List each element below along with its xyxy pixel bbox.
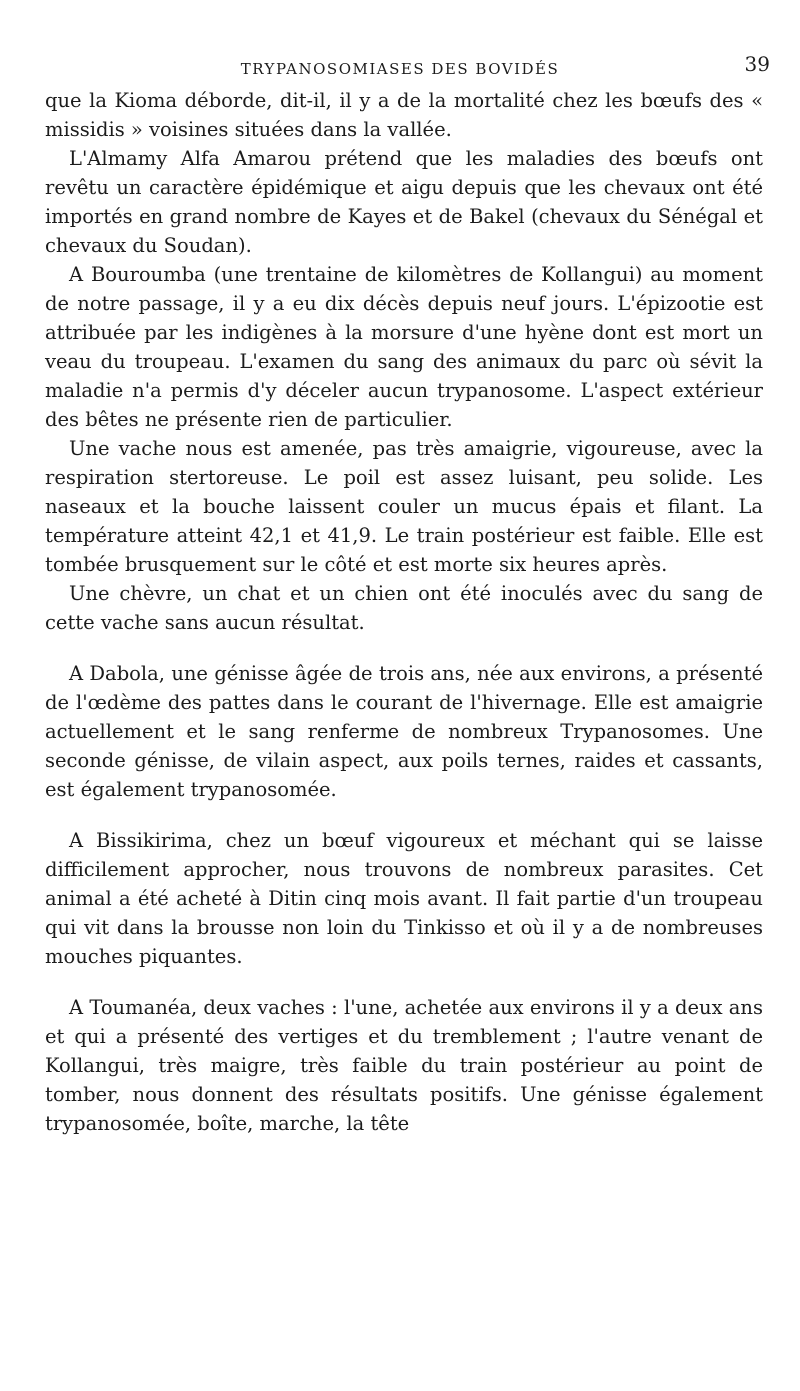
paragraph-kioma: que la Kioma déborde, dit-il, il y a de la mortalité chez les bœufs des « missidis » voisines situées dans la vallée. [45,89,763,141]
body-text [45,86,763,1138]
paragraph-almamy: L'Almamy Alfa Amarou prétend que les maladies des bœufs ont revêtu un caractère épidémique et aigu depuis que les chevaux ont été importés en grand nombre de Kayes et de Bakel (chevaux du Sénégal et chevaux du Soudan). [45,147,763,257]
paragraph-bissikirima: A Bissikirima, chez un bœuf vigoureux et méchant qui se laisse difficilement approcher, nous trouvons de nombreux parasites. Cet animal a été acheté à Ditin cinq mois avant. Il fait partie d'un troupeau qui vit dans la brousse non loin du Tinkisso et où il y a de nombreuses mouches piquantes. [45,829,763,968]
paragraph-vache: Une vache nous est amenée, pas très amaigrie, vigoureuse, avec la respiration stertoreuse. Le poil est assez luisant, peu solide. Les naseaux et la bouche laissent couler un mucus épais et filant. La température atteint 42,1 et 41,9. Le train postérieur est faible. Elle est tombée brusquement sur le côté et est morte six heures après. [45,437,763,576]
paragraph-bouroumba: A Bouroumba (une trentaine de kilomètres de Kollangui) au moment de notre passage, il y a eu dix décès depuis neuf jours. L'épizootie est attribuée par les indigènes à la morsure d'une hyène dont est mort un veau du troupeau. L'examen du sang des animaux du parc où sévit la maladie n'a permis d'y déceler aucun trypanosome. L'aspect extérieur des bêtes ne présente rien de particulier. [45,263,763,431]
paragraph-toumanea: A Toumanéa, deux vaches : l'une, achetée aux environs il y a deux ans et qui a présenté des vertiges et du tremblement ; l'autre venant de Kollangui, très maigre, très faible du train postérieur au point de tomber, nous donnent des résultats positifs. Une génisse également trypanosomée, boîte, marche, la tête [45,996,763,1135]
page-number: 39 [744,52,770,76]
paragraph-dabola: A Dabola, une génisse âgée de trois ans, née aux environs, a présenté de l'œdème des pattes dans le courant de l'hivernage. Elle est amaigrie actuellement et le sang renferme de nombreux Trypanosomes. Une seconde génisse, de vilain aspect, aux poils ternes, raides et cassants, est également trypanosomée. [45,662,763,801]
paragraph-inoculation: Une chèvre, un chat et un chien ont été inoculés avec du sang de cette vache sans aucun résultat. [45,582,763,634]
running-head: TRYPANOSOMIASES DES BOVIDÉS [240,60,560,78]
